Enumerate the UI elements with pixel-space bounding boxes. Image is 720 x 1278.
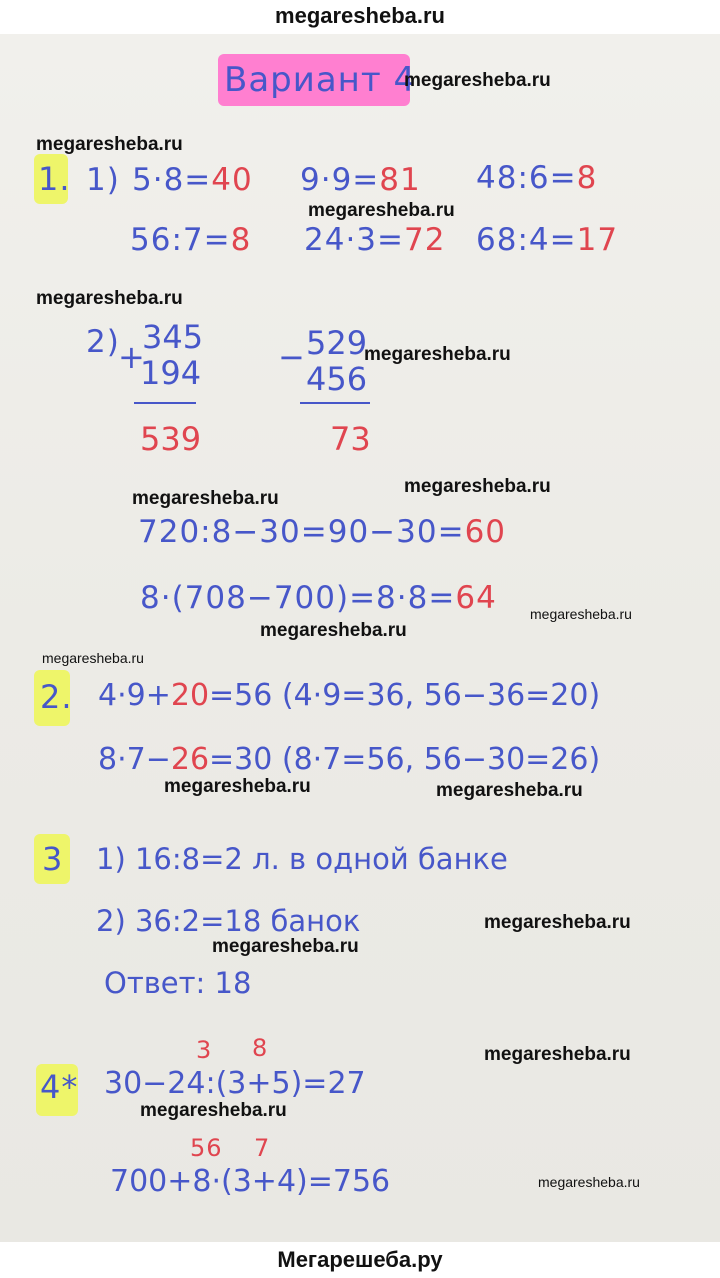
add-result-line	[134, 402, 196, 404]
add-result: 539	[140, 420, 202, 458]
watermark: megaresheba.ru	[436, 780, 583, 801]
task2-line1: 4·9+20=56 (4·9=36, 56−36=20)	[98, 678, 601, 713]
task1-row1-expr1: 5·8=40	[132, 162, 253, 198]
task3-line1: 1) 16:8=2 л. в одной банке	[96, 842, 508, 876]
task1-row2-expr1: 56:7=8	[130, 222, 252, 258]
sub-result-line	[300, 402, 370, 404]
watermark: megaresheba.ru	[260, 620, 407, 641]
watermark: megaresheba.ru	[164, 776, 311, 797]
sub-result: 73	[330, 420, 371, 458]
watermark: megaresheba.ru	[36, 288, 183, 309]
task4-line1: 30−24:(3+5)=27	[104, 1066, 366, 1101]
task4-line2: 700+8·(3+4)=756	[110, 1164, 391, 1199]
task2-number: 2.	[40, 678, 73, 716]
watermark: megaresheba.ru	[42, 650, 144, 666]
task4-line1-sup2: 8	[252, 1034, 269, 1062]
sub-operand-a: 529	[306, 324, 368, 362]
watermark: megaresheba.ru	[364, 344, 511, 365]
watermark: megaresheba.ru	[212, 936, 359, 957]
task4-line1-sup1: 3	[196, 1036, 213, 1064]
watermark: megaresheba.ru	[36, 134, 183, 155]
watermark: megaresheba.ru	[140, 1100, 287, 1121]
task1-row2-expr2: 24·3=72	[304, 222, 446, 258]
task4-line2-sup2: 7	[254, 1134, 271, 1162]
task1-part1-label: 1)	[86, 162, 120, 198]
add-sign: +	[118, 338, 145, 376]
task1-number: 1.	[38, 160, 71, 198]
task1-part2-label: 2)	[86, 324, 120, 360]
task1-row1-expr3: 48:6=8	[476, 160, 598, 196]
add-operand-a: 345	[142, 318, 204, 356]
task4-line2-sup1: 56	[190, 1134, 223, 1162]
notebook-page	[0, 34, 720, 1242]
task3-line2: 2) 36:2=18 банок	[96, 904, 361, 938]
task4-number: 4*	[40, 1068, 79, 1106]
watermark: megaresheba.ru	[484, 912, 631, 933]
task1-row1-expr2: 9·9=81	[300, 162, 421, 198]
site-header: megaresheba.ru	[0, 0, 720, 34]
task3-answer: Ответ: 18	[104, 966, 252, 1000]
add-operand-b: 194	[140, 354, 202, 392]
watermark: megaresheba.ru	[308, 200, 455, 221]
sub-operand-b: 456	[306, 360, 368, 398]
task2-line2: 8·7−26=30 (8·7=56, 56−30=26)	[98, 742, 601, 777]
sub-sign: −	[278, 338, 305, 376]
site-footer: Мегарешеба.ру	[0, 1242, 720, 1277]
watermark: megaresheba.ru	[404, 70, 551, 91]
task1-expr4: 8·(708−700)=8·8=64	[140, 580, 497, 616]
page-title: Вариант 4	[224, 60, 417, 100]
watermark: megaresheba.ru	[538, 1174, 640, 1190]
task3-number: 3	[42, 840, 64, 878]
watermark: megaresheba.ru	[132, 488, 279, 509]
task1-row2-expr3: 68:4=17	[476, 222, 619, 258]
watermark: megaresheba.ru	[484, 1044, 631, 1065]
task1-expr3: 720:8−30=90−30=60	[138, 514, 507, 550]
watermark: megaresheba.ru	[404, 476, 551, 497]
watermark: megaresheba.ru	[530, 606, 632, 622]
